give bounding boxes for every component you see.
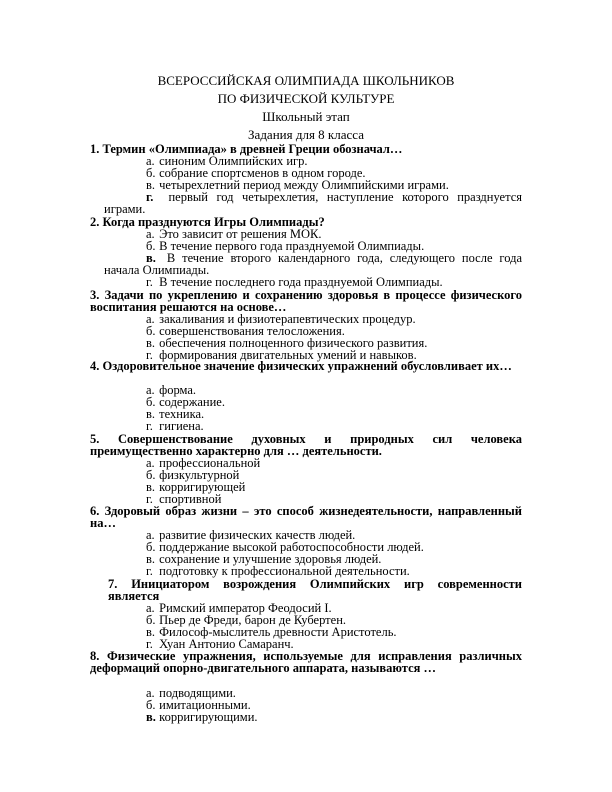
question-4: 4. Оздоровительное значение физических упражнений обусловливает их… [90,359,512,373]
q6-option-c: в. сохранение и улучшение здоровья людей. [146,552,382,566]
q1-option-a: а. синоним Олимпийских игр. [146,154,308,168]
stage-line: Школьный этап [262,109,350,124]
q2-option-d: г. В течение последнего года празднуемой Олимпиады. [146,275,443,289]
question-1: 1. Термин «Олимпиада» в древней Греции обозначал… [90,142,403,156]
q7-option-b: б. Пьер де Фреди, барон де Кубертен. [146,613,347,627]
q8-option-c: в. корригирующими. [146,710,258,724]
q6-option-a: а. развитие физических качеств людей. [146,528,356,542]
q7-option-c: в. Философ-мыслитель древности Аристотель. [146,625,397,639]
q4-option-d: г. гигиена. [146,419,204,433]
question-8: 8. Физические упражнения, используемые для исправления различных деформаций опорно-двигательного аппарата, называются … [90,649,522,675]
q8-option-a: а. подводящими. [146,686,236,700]
q3-option-c: в. обеспечения полноценного физического развития. [146,336,428,350]
q4-option-a: а. форма. [146,383,197,397]
question-2: 2. Когда празднуются Игры Олимпиады? [90,215,325,229]
q5-option-d: г. спортивной [146,492,222,506]
question-7: 7. Инициатором возрождения Олимпийских игр современности является [108,577,522,603]
question-6: 6. Здоровый образ жизни – это способ жизнедеятельности, направленный на… [90,504,522,530]
q7-option-a: а. Римский император Феодосий I. [146,601,332,615]
q4-option-b: б. содержание. [146,395,225,409]
q3-option-d: г. формирования двигательных умений и навыков. [146,348,417,362]
title-line-1: ВСЕРОССИЙСКАЯ ОЛИМПИАДА ШКОЛЬНИКОВ [157,73,455,88]
question-3: 3. Задачи по укреплению и сохранению здоровья в процессе физического воспитания решаются на основе… [90,288,522,314]
q7-option-d: г. Хуан Антонио Самаранч. [146,637,294,651]
q2-option-c: в. В течение второго календарного года, следующего после года начала Олимпиады. [104,251,523,277]
grade-line: Задания для 8 класса [248,127,364,142]
title-line-2: ПО ФИЗИЧЕСКОЙ КУЛЬТУРЕ [217,91,395,106]
question-5: 5. Совершенствование духовных и природных сил человека преимущественно характерно для … деятельности. [90,432,522,458]
q5-option-a: а. профессиональной [146,456,261,470]
q3-option-b: б. совершенствования телосложения. [146,324,345,338]
q6-option-d: г. подготовку к профессиональной деятельности. [146,564,410,578]
q4-option-c: в. техника. [146,407,205,421]
q6-option-b: б. поддержание высокой работоспособности людей. [146,540,424,554]
q5-option-c: в. корригирующей [146,480,246,494]
q2-option-a: а. Это зависит от решения МОК. [146,227,322,241]
q3-option-a: а. закаливания и физиотерапевтических процедур. [146,312,416,326]
q5-option-b: б. физкультурной [146,468,240,482]
q8-option-b: б. имитационными. [146,698,251,712]
q2-option-b: б. В течение первого года празднуемой Олимпиады. [146,239,425,253]
q1-option-c: в. четырехлетний период между Олимпийскими играми. [146,178,449,192]
q1-option-d: г. первый год четырехлетия, наступление которого празднуется играми. [104,190,522,216]
q1-option-b: б. собрание спортсменов в одном городе. [146,166,366,180]
